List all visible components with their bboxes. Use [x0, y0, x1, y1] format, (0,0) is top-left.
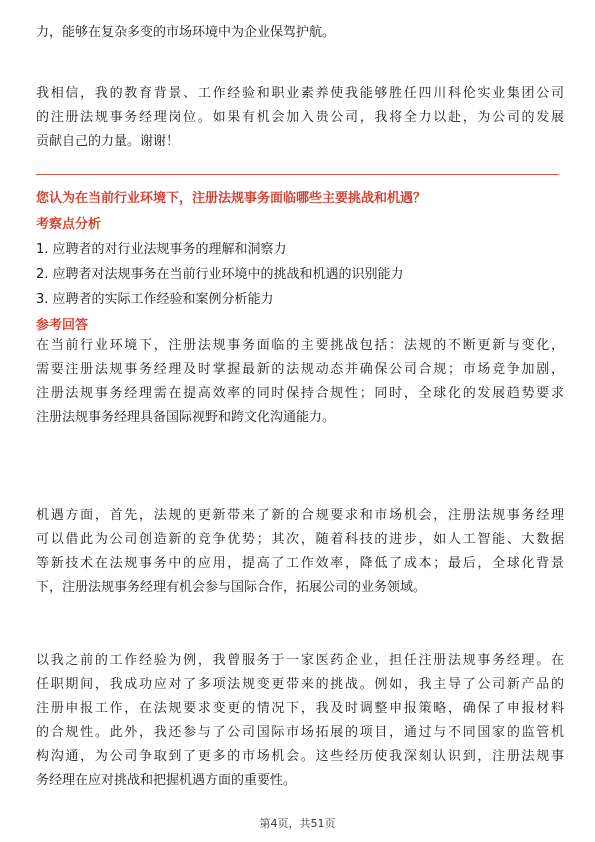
text-line: 构沟通，为公司争取到了更多的市场机会。这些经历使我深刻认识到，注册法规事: [36, 749, 564, 764]
text-line: 等新技术在法规事务中的应用，提高了工作效率，降低了成本；最后，全球化背景: [36, 556, 564, 571]
text-line: 的注册法规事务经理岗位。如果有机会加入贵公司，我将全力以赴，为公司的发展: [36, 110, 564, 125]
intro-paragraph-1: [36, 21, 564, 45]
text-line: 我相信，我的教育背景、工作经验和职业素养使我能够胜任四川科伦实业集团公司: [36, 86, 564, 101]
analysis-item: 2. 应聘者对法规事务在当前行业环境中的挑战和机遇的识别能力: [36, 267, 404, 282]
text-line: 下，注册法规事务经理有机会参与国际合作，拓展公司的业务领域。: [36, 580, 427, 595]
text-line: 的合规性。此外，我还参与了公司国际市场拓展的项目，通过与不同国家的监管机: [36, 725, 564, 740]
analysis-item: 3. 应聘者的实际工作经验和案例分析能力: [36, 292, 274, 307]
answer-label: 参考回答: [36, 318, 89, 333]
text-line: 力，能够在复杂多变的市场环境中为企业保驾护航。: [36, 25, 336, 40]
intro-paragraph-2: [36, 82, 564, 154]
answer-paragraph-2: [36, 504, 564, 600]
text-line: 任职期间，我成功应对了多项法规变更带来的挑战。例如，我主导了公司新产品的: [36, 677, 564, 692]
page-number-footer: 第4页，共51页: [259, 817, 336, 830]
text-line: 在当前行业环境下，注册法规事务面临的主要挑战包括：法规的不断更新与变化，: [36, 338, 564, 353]
text-line: 贡献自己的力量。谢谢！: [36, 134, 180, 149]
text-line: 注册申报工作，在法规要求变更的情况下，我及时调整申报策略，确保了申报材料: [36, 701, 564, 716]
text-line: 注册法规事务经理需在提高效率的同时保持合规性；同时，全球化的发展趋势要求: [36, 386, 564, 401]
text-line: 以我之前的工作经验为例，我曾服务于一家医药企业，担任注册法规事务经理。在: [36, 653, 564, 668]
text-line: 可以借此为公司创造新的竞争优势；其次，随着科技的进步，如人工智能、大数据: [36, 532, 564, 547]
analysis-item: 1. 应聘者的对行业法规事务的理解和洞察力: [36, 242, 287, 257]
analysis-label: 考察点分析: [36, 217, 102, 232]
text-line: 机遇方面，首先，法规的更新带来了新的合规要求和市场机会，注册法规事务经理: [36, 508, 564, 523]
text-line: 注册法规事务经理具备国际视野和跨文化沟通能力。: [36, 410, 336, 425]
answer-paragraph-3: [36, 649, 564, 793]
section-divider: [36, 174, 559, 175]
text-line: 务经理在应对挑战和把握机遇方面的重要性。: [36, 773, 297, 788]
text-line: 需要注册法规事务经理及时掌握最新的法规动态并确保公司合规；市场竞争加剧，: [36, 362, 564, 377]
interview-question: 您认为在当前行业环境下，注册法规事务面临哪些主要挑战和机遇？: [36, 191, 427, 206]
answer-paragraph-1: [36, 334, 564, 430]
